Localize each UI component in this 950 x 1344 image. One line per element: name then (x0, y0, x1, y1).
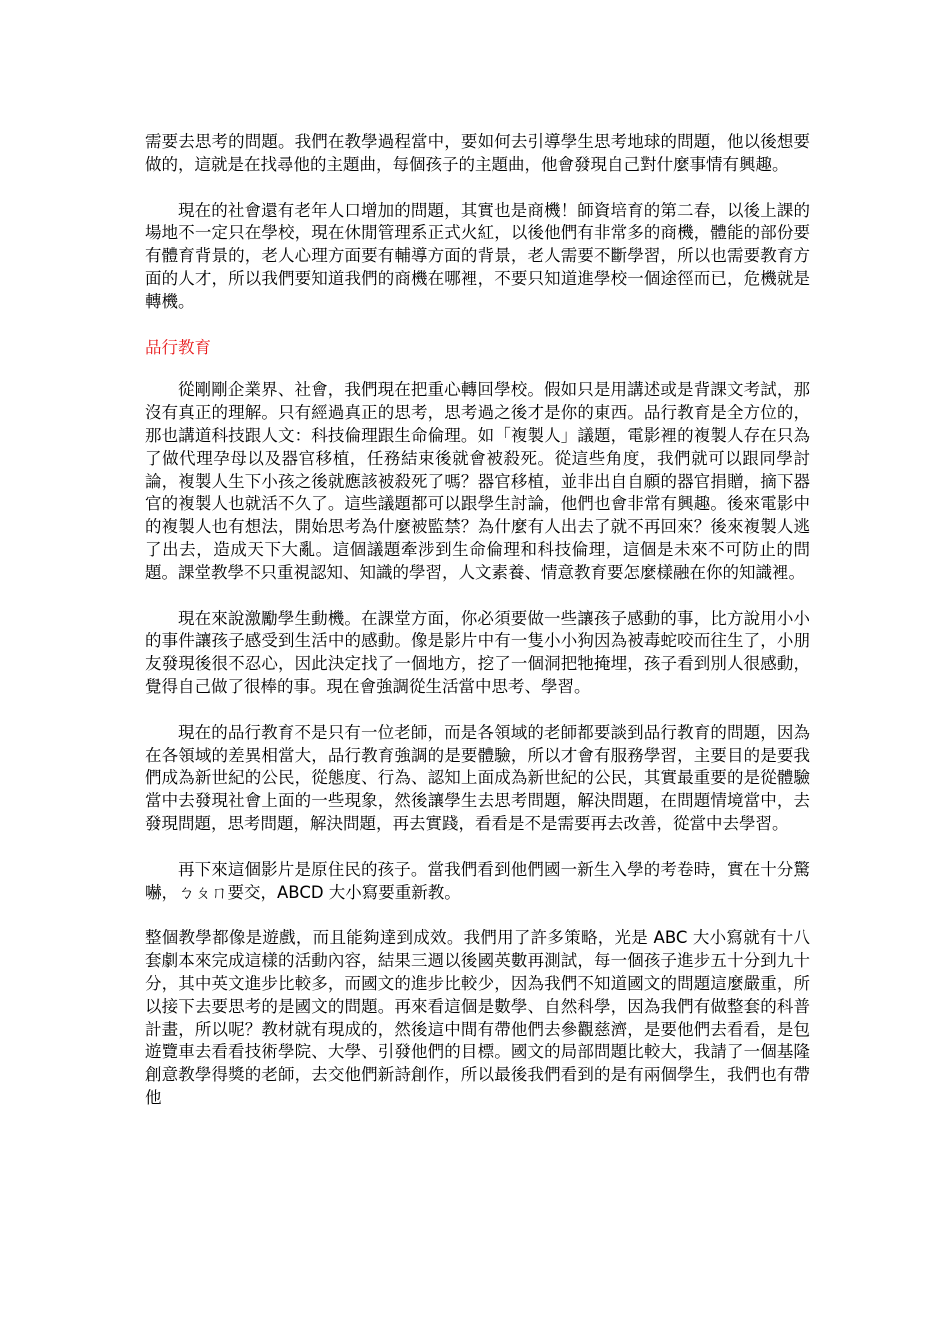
paragraph-4: 現在來說激勵學生動機。在課堂方面，你必須要做一些讓孩子感動的事，比方說用小小的事件讓孩子感受到生活中的感動。像是影片中有一隻小小狗因為被毒蛇咬而往生了，小朋友發現後很不忍心，因此決定找了一個地方，挖了一個洞把牠掩埋，孩子看到別人很感動，覺得自己做了很棒的事。現在會強調從生活當中思考、學習。 (145, 608, 810, 696)
section-heading: 品行教育 (145, 337, 211, 357)
paragraph-3: 從剛剛企業界、社會，我們現在把重心轉回學校。假如只是用講述或是背課文考試，那沒有真正的理解。只有經過真正的思考，思考過之後才是你的東西。品行教育是全方位的，那也講道科技跟人文：科技倫理跟生命倫理。如「複製人」議題，電影裡的複製人存在只為了做代理孕母以及器官移植，任務結束後就會被殺死。從這些角度，我們就可以跟同學討論，複製人生下小孩之後就應該被殺死了嗎？器官移植，並非出自自願的器官捐贈，摘下器官的複製人也就活不久了。這些議題都可以跟學生討論，他們也會非常有興趣。後來電影中的複製人也有想法，開始思考為什麼被監禁？為什麼有人出去了就不再回來？後來複製人逃了出去，造成天下大亂。這個議題牽涉到生命倫理和科技倫理，這個是未來不可防止的問題。課堂教學不只重視認知、知識的學習，人文素養、情意教育要怎麼樣融在你的知識裡。 (145, 380, 810, 582)
paragraph-2: 現在的社會還有老年人口增加的問題，其實也是商機！師資培育的第二春，以後上課的場地不一定只在學校，現在休閒管理系正式火紅，以後他們有非常多的商機，體能的部份要有體育背景的，老人心理方面要有輔導方面的背景，老人需要不斷學習，所以也需要教育方面的人才，所以我們要知道我們的商機在哪裡，不要只知道進學校一個途徑而已，危機就是轉機。 (145, 200, 810, 311)
document-page (145, 131, 810, 1133)
paragraph-1: 需要去思考的問題。我們在教學過程當中，要如何去引導學生思考地球的問題，他以後想要做的，這就是在找尋他的主題曲，每個孩子的主題曲，他會發現自己對什麼事情有興趣。 (145, 132, 810, 174)
paragraph-7: 整個教學都像是遊戲，而且能夠達到成效。我們用了許多策略，光是 ABC 大小寫就有十八套劇本來完成這樣的活動內容，結果三週以後國英數再測試，每一個孩子進步五十分到九十分，其中英文進步比較多，而國文的進步比較少，因為我們不知道國文的問題這麼嚴重，所以接下去要思考的是國文的問題。再來看這個是數學、自然科學，因為我們有做整套的科普計畫，所以呢？教材就有現成的，然後這中間有帶他們去參觀慈濟，是要他們去看看，是包遊覽車去看看技術學院、大學、引發他們的目標。國文的局部問題比較大，我請了一個基隆創意教學得獎的老師，去交他們新詩創作，所以最後我們看到的是有兩個學生，我們也有帶他 (145, 928, 810, 1107)
paragraph-6: 再下來這個影片是原住民的孩子。當我們看到他們國一新生入學的考卷時，實在十分驚嚇，ㄅㄆㄇ要交，ABCD 大小寫要重新教。 (145, 859, 810, 902)
paragraph-5: 現在的品行教育不是只有一位老師，而是各領域的老師都要談到品行教育的問題，因為在各領域的差異相當大，品行教育強調的是要體驗，所以才會有服務學習，主要目的是要我們成為新世紀的公民，從態度、行為、認知上面成為新世紀的公民，其實最重要的是從體驗當中去發現社會上面的一些現象，然後讓學生去思考問題，解決問題，在問題情境當中，去發現問題，思考問題，解決問題，再去實踐，看看是不是需要再去改善，從當中去學習。 (145, 722, 810, 833)
